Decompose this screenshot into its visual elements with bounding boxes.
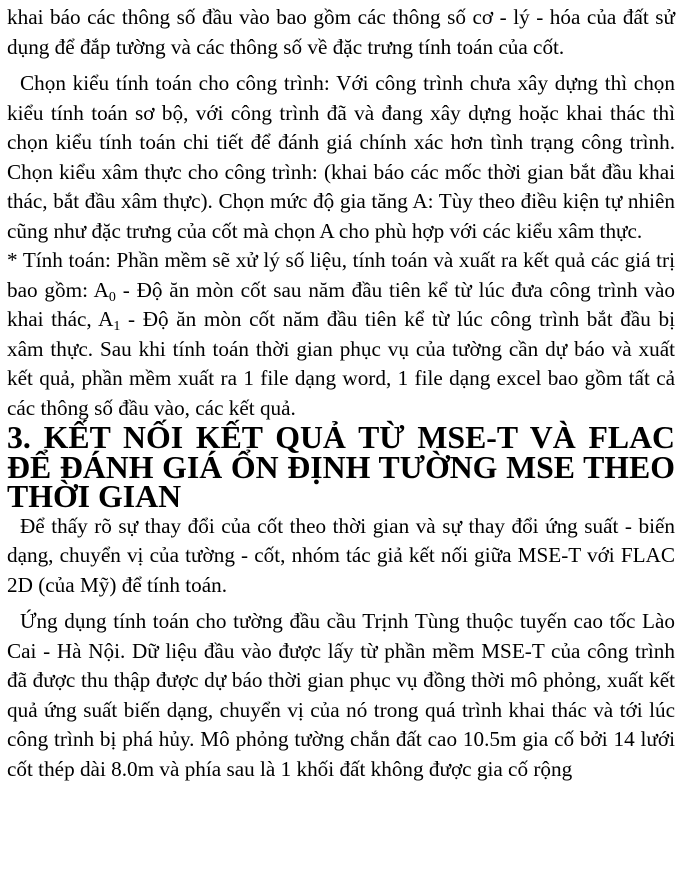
paragraph-calculation-type: Chọn kiểu tính toán cho công trình: Với công trình chưa xây dựng thì chọn kiểu tính toán sơ bộ, với công trình đã và đang xây dựng hoặc khai thác thì chọn kiểu tính toán chi tiết để đánh giá chính xác hơn tình trạng công trình. Chọn kiểu xâm thực cho công trình: (khai báo các mốc thời gian bắt đầu khai thác, bắt đầu xâm thực). Chọn mức độ gia tăng A: Tùy theo điều kiện tự nhiên cũng như đặc trưng của cốt mà chọn A cho phù hợp với các kiểu xâm thực. — [7, 71, 675, 243]
calculation-text-part-3: - Độ ăn mòn cốt năm đầu tiên kể từ lúc công trình bắt đầu bị xâm thực. Sau khi tính toán thời gian phục vụ của tường cần dự báo và xuất kết quả, phần mềm xuất ra 1 file dạng word, 1 file dạng excel bao gồm tất cả các thông số đầu vào, các kết quả. — [7, 307, 675, 420]
section-heading: 3. KẾT NỐI KẾT QUẢ TỪ MSE-T VÀ FLAC ĐỂ ĐÁNH GIÁ ỔN ĐỊNH TƯỜNG MSE THEO THỜI GIAN — [7, 420, 675, 514]
document-page — [7, 3, 675, 784]
subscript-0: 0 — [108, 289, 116, 305]
paragraph-application-case: Ứng dụng tính toán cho tường đầu cầu Trịnh Tùng thuộc tuyến cao tốc Lào Cai - Hà Nội. Dữ liệu đầu vào được lấy từ phần mềm MSE-T của công trình đã được thu thập được dự báo thời gian phục vụ đồng thời mô phỏng, xuất kết quả ứng suất biến dạng, chuyển vị của nó trong quá trình khai thác và tới lúc công trình bị phá hủy. Mô phỏng tường chắn đất cao 10.5m gia cố bởi 14 lưới cốt thép dài 8.0m và phía sau là 1 khối đất không được gia cố rộng — [7, 609, 675, 781]
calculation-text-part-2: - Độ ăn mòn cốt sau năm đầu tiên kể từ lúc đưa công trình vào khai thác, A — [7, 277, 675, 331]
paragraph-input-parameters: khai báo các thông số đầu vào bao gồm các thông số cơ - lý - hóa của đất sử dụng để đắp tường và các thông số về đặc trưng tính toán của cốt. — [7, 5, 675, 59]
paragraph-connection-purpose: Để thấy rõ sự thay đổi của cốt theo thời gian và sự thay đổi ứng suất - biến dạng, chuyển vị của tường - cốt, nhóm tác giả kết nối giữa MSE-T với FLAC 2D (của Mỹ) để tính toán. — [7, 513, 675, 597]
paragraph-calculation-output — [7, 246, 675, 423]
calculation-text-part-1: * Tính toán: Phần mềm sẽ xử lý số liệu, tính toán và xuất ra kết quả các giá trị bao gồm: A — [7, 248, 675, 302]
subscript-1: 1 — [113, 319, 121, 334]
